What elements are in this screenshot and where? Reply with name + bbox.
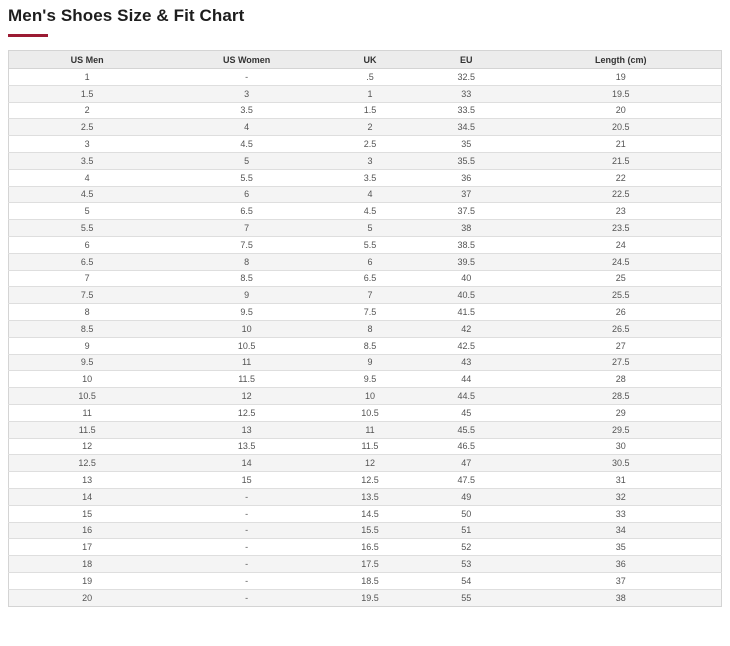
table-cell: 44 <box>412 371 520 388</box>
column-header: UK <box>328 51 412 69</box>
table-cell: 43 <box>412 354 520 371</box>
table-cell: 42 <box>412 320 520 337</box>
table-cell: 33 <box>412 85 520 102</box>
table-cell: 5 <box>328 220 412 237</box>
table-cell: 22.5 <box>520 186 721 203</box>
table-row <box>9 472 722 489</box>
table-cell: - <box>165 522 328 539</box>
table-cell: 9.5 <box>165 304 328 321</box>
table-cell: 32.5 <box>412 69 520 86</box>
table-cell: 1.5 <box>328 102 412 119</box>
table-cell: 11 <box>9 404 166 421</box>
table-cell: 30 <box>520 438 721 455</box>
table-cell: 10 <box>9 371 166 388</box>
table-cell: 1 <box>328 85 412 102</box>
table-row <box>9 354 722 371</box>
table-cell: 9 <box>328 354 412 371</box>
table-cell: 11.5 <box>165 371 328 388</box>
table-cell: 20 <box>520 102 721 119</box>
table-cell: 15.5 <box>328 522 412 539</box>
table-cell: 13 <box>9 472 166 489</box>
table-cell: 30.5 <box>520 455 721 472</box>
table-cell: 1.5 <box>9 85 166 102</box>
table-cell: 46.5 <box>412 438 520 455</box>
table-cell: 33.5 <box>412 102 520 119</box>
table-cell: - <box>165 488 328 505</box>
table-cell: 45 <box>412 404 520 421</box>
table-row <box>9 421 722 438</box>
table-cell: 55 <box>412 589 520 606</box>
table-cell: 10.5 <box>328 404 412 421</box>
table-cell: 23.5 <box>520 220 721 237</box>
table-row <box>9 85 722 102</box>
table-cell: 14.5 <box>328 505 412 522</box>
table-cell: 13 <box>165 421 328 438</box>
table-row <box>9 455 722 472</box>
table-cell: 37 <box>412 186 520 203</box>
table-cell: 37.5 <box>412 203 520 220</box>
table-cell: 12 <box>165 388 328 405</box>
table-row <box>9 488 722 505</box>
table-cell: 24 <box>520 236 721 253</box>
table-cell: 3 <box>328 152 412 169</box>
table-cell: 38.5 <box>412 236 520 253</box>
table-row <box>9 539 722 556</box>
table-cell: 29 <box>520 404 721 421</box>
table-cell: 35 <box>412 136 520 153</box>
table-cell: 21.5 <box>520 152 721 169</box>
table-cell: 10.5 <box>165 337 328 354</box>
table-row <box>9 236 722 253</box>
table-row <box>9 69 722 86</box>
table-cell: 5 <box>9 203 166 220</box>
table-row <box>9 337 722 354</box>
table-cell: 10 <box>328 388 412 405</box>
table-row <box>9 253 722 270</box>
table-cell: 4.5 <box>328 203 412 220</box>
table-cell: 35 <box>520 539 721 556</box>
table-row <box>9 220 722 237</box>
table-cell: 18.5 <box>328 572 412 589</box>
table-cell: 20 <box>9 589 166 606</box>
table-cell: 36 <box>520 556 721 573</box>
table-cell: 28 <box>520 371 721 388</box>
table-cell: 3.5 <box>9 152 166 169</box>
table-row <box>9 136 722 153</box>
table-cell: 51 <box>412 522 520 539</box>
table-cell: 38 <box>520 589 721 606</box>
table-row <box>9 119 722 136</box>
table-cell: 12 <box>9 438 166 455</box>
table-cell: 8.5 <box>165 270 328 287</box>
table-cell: 42.5 <box>412 337 520 354</box>
table-cell: 15 <box>9 505 166 522</box>
table-cell: 6.5 <box>328 270 412 287</box>
table-row <box>9 304 722 321</box>
table-cell: 8 <box>9 304 166 321</box>
table-row <box>9 152 722 169</box>
table-body <box>9 69 722 607</box>
table-cell: 27 <box>520 337 721 354</box>
table-cell: 54 <box>412 572 520 589</box>
table-cell: 33 <box>520 505 721 522</box>
table-cell: 13.5 <box>328 488 412 505</box>
table-cell: 4 <box>328 186 412 203</box>
table-row <box>9 287 722 304</box>
table-cell: 25 <box>520 270 721 287</box>
table-cell: 9 <box>165 287 328 304</box>
table-cell: 5.5 <box>9 220 166 237</box>
table-cell: 4.5 <box>9 186 166 203</box>
table-row <box>9 572 722 589</box>
column-header: US Women <box>165 51 328 69</box>
table-cell: 16.5 <box>328 539 412 556</box>
table-row <box>9 388 722 405</box>
table-row <box>9 589 722 606</box>
table-cell: 22 <box>520 169 721 186</box>
table-cell: 40.5 <box>412 287 520 304</box>
column-header: EU <box>412 51 520 69</box>
table-cell: 11.5 <box>328 438 412 455</box>
table-cell: 7 <box>165 220 328 237</box>
table-cell: 11 <box>165 354 328 371</box>
table-row <box>9 203 722 220</box>
table-cell: 20.5 <box>520 119 721 136</box>
table-row <box>9 438 722 455</box>
table-row <box>9 371 722 388</box>
table-cell: 6 <box>9 236 166 253</box>
table-row <box>9 169 722 186</box>
table-cell: 12 <box>328 455 412 472</box>
table-cell: 21 <box>520 136 721 153</box>
table-row <box>9 320 722 337</box>
table-cell: 19.5 <box>328 589 412 606</box>
table-cell: 40 <box>412 270 520 287</box>
table-cell: .5 <box>328 69 412 86</box>
table-cell: 26 <box>520 304 721 321</box>
table-row <box>9 102 722 119</box>
table-cell: 14 <box>165 455 328 472</box>
table-cell: 31 <box>520 472 721 489</box>
table-cell: 2 <box>328 119 412 136</box>
table-row <box>9 522 722 539</box>
table-cell: 53 <box>412 556 520 573</box>
table-cell: 17 <box>9 539 166 556</box>
table-cell: 19 <box>520 69 721 86</box>
table-cell: 6 <box>328 253 412 270</box>
table-cell: 13.5 <box>165 438 328 455</box>
table-cell: 10.5 <box>9 388 166 405</box>
table-cell: 34 <box>520 522 721 539</box>
column-header: US Men <box>9 51 166 69</box>
table-cell: 3 <box>165 85 328 102</box>
table-cell: 49 <box>412 488 520 505</box>
table-cell: 11.5 <box>9 421 166 438</box>
table-cell: 9.5 <box>9 354 166 371</box>
table-cell: 7 <box>9 270 166 287</box>
table-cell: 12.5 <box>165 404 328 421</box>
table-cell: - <box>165 539 328 556</box>
table-cell: 4 <box>9 169 166 186</box>
table-cell: 12.5 <box>9 455 166 472</box>
table-header-row <box>9 51 722 69</box>
table-cell: 4 <box>165 119 328 136</box>
table-row <box>9 505 722 522</box>
table-cell: 27.5 <box>520 354 721 371</box>
table-cell: 23 <box>520 203 721 220</box>
table-cell: 6.5 <box>165 203 328 220</box>
table-row <box>9 556 722 573</box>
table-cell: - <box>165 589 328 606</box>
size-conversion-table <box>8 50 722 607</box>
table-cell: 9 <box>9 337 166 354</box>
table-cell: 3.5 <box>328 169 412 186</box>
table-cell: 44.5 <box>412 388 520 405</box>
table-cell: 39.5 <box>412 253 520 270</box>
table-cell: 8 <box>328 320 412 337</box>
table-cell: - <box>165 505 328 522</box>
table-cell: 5 <box>165 152 328 169</box>
table-cell: 5.5 <box>328 236 412 253</box>
table-cell: 7.5 <box>9 287 166 304</box>
table-cell: 50 <box>412 505 520 522</box>
table-cell: 3 <box>9 136 166 153</box>
table-cell: 11 <box>328 421 412 438</box>
table-cell: 18 <box>9 556 166 573</box>
table-row <box>9 270 722 287</box>
table-cell: 4.5 <box>165 136 328 153</box>
table-cell: 7 <box>328 287 412 304</box>
table-cell: 8.5 <box>328 337 412 354</box>
table-cell: 8 <box>165 253 328 270</box>
table-cell: - <box>165 69 328 86</box>
column-header: Length (cm) <box>520 51 721 69</box>
page-title: Men's Shoes Size & Fit Chart <box>8 6 245 25</box>
table-cell: 47 <box>412 455 520 472</box>
table-cell: 19 <box>9 572 166 589</box>
table-cell: 6.5 <box>9 253 166 270</box>
table-cell: 32 <box>520 488 721 505</box>
table-cell: 28.5 <box>520 388 721 405</box>
table-cell: - <box>165 556 328 573</box>
table-cell: 5.5 <box>165 169 328 186</box>
table-cell: 47.5 <box>412 472 520 489</box>
table-cell: 26.5 <box>520 320 721 337</box>
table-row <box>9 186 722 203</box>
table-cell: 2.5 <box>9 119 166 136</box>
table-cell: 15 <box>165 472 328 489</box>
table-cell: 8.5 <box>9 320 166 337</box>
table-cell: 6 <box>165 186 328 203</box>
table-cell: 19.5 <box>520 85 721 102</box>
table-cell: 2 <box>9 102 166 119</box>
table-cell: 2.5 <box>328 136 412 153</box>
table-cell: - <box>165 572 328 589</box>
table-cell: 25.5 <box>520 287 721 304</box>
table-cell: 36 <box>412 169 520 186</box>
table-row <box>9 404 722 421</box>
table-cell: 9.5 <box>328 371 412 388</box>
table-cell: 10 <box>165 320 328 337</box>
table-cell: 3.5 <box>165 102 328 119</box>
table-cell: 35.5 <box>412 152 520 169</box>
table-cell: 24.5 <box>520 253 721 270</box>
table-cell: 7.5 <box>165 236 328 253</box>
table-cell: 12.5 <box>328 472 412 489</box>
table-cell: 16 <box>9 522 166 539</box>
table-cell: 52 <box>412 539 520 556</box>
table-cell: 7.5 <box>328 304 412 321</box>
table-cell: 14 <box>9 488 166 505</box>
table-cell: 38 <box>412 220 520 237</box>
table-cell: 34.5 <box>412 119 520 136</box>
table-cell: 37 <box>520 572 721 589</box>
table-cell: 1 <box>9 69 166 86</box>
table-cell: 29.5 <box>520 421 721 438</box>
table-cell: 45.5 <box>412 421 520 438</box>
table-cell: 41.5 <box>412 304 520 321</box>
table-cell: 17.5 <box>328 556 412 573</box>
title-underline-accent <box>8 34 48 37</box>
